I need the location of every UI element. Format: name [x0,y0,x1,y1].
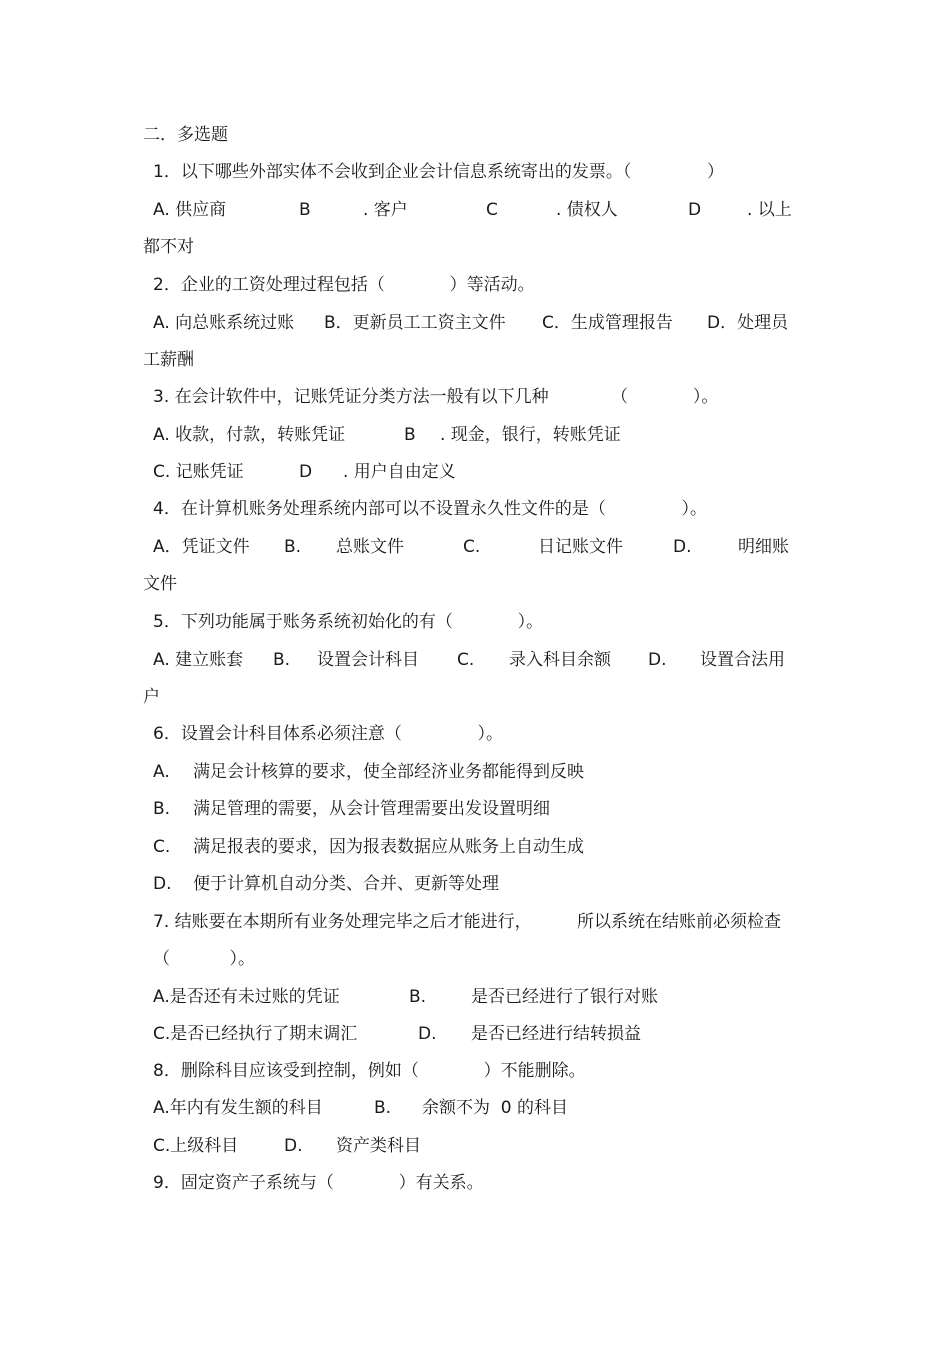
question-6-option-a-text: 满足会计核算的要求，使全部经济业务都能得到反映 [193,762,584,782]
question-5-option-a: A. 建立账套 [153,650,244,670]
question-1-option-c-letter: C [486,200,498,220]
question-1-stem: 1．以下哪些外部实体不会收到企业会计信息系统寄出的发票。（ ） [153,162,724,182]
question-4-option-c-text: 日记账文件 [538,537,623,557]
question-4-wrap: 文件 [143,574,177,594]
question-5-wrap: 户 [143,687,160,707]
question-5-option-b-letter: B. [273,650,291,670]
question-8-option-b-letter: B. [374,1098,392,1118]
question-2-stem: 2．企业的工资处理过程包括（ ）等活动。 [153,275,535,295]
question-6-option-a-letter: A. [153,762,170,782]
question-7-option-d-letter: D. [418,1024,437,1044]
question-5-option-d-text: 设置合法用 [700,650,785,670]
question-6-option-d-text: 便于计算机自动分类、合并、更新等处理 [193,874,499,894]
question-2-wrap: 工薪酬 [143,350,194,370]
question-2-option-c: C．生成管理报告 [542,313,673,333]
question-3-option-a: A. 收款，付款，转账凭证 [153,425,346,445]
question-4-option-c-letter: C. [463,537,481,557]
question-8-option-c: C.上级科目 [153,1136,239,1156]
question-2-option-d: D．处理员 [707,313,789,333]
question-4-option-d-text: 明细账 [738,537,789,557]
question-1-option-d-letter: D [688,200,702,220]
question-1-option-d-text: . 以上 [747,200,792,220]
question-8-stem: 8．删除科目应该受到控制，例如（ ）不能删除。 [153,1061,586,1081]
question-1-option-b-text: . 客户 [363,200,408,220]
question-5-option-d-letter: D. [648,650,667,670]
question-8-option-b-text: 余额不为 0 的科目 [422,1098,569,1118]
question-7-option-a: A.是否还有未过账的凭证 [153,987,340,1007]
question-5-option-b-text: 设置会计科目 [317,650,419,670]
question-7-option-c: C.是否已经执行了期末调汇 [153,1024,358,1044]
question-4-option-b-letter: B. [284,537,302,557]
question-6-option-b-text: 满足管理的需要，从会计管理需要出发设置明细 [193,799,550,819]
question-3-stem-tail: （ ）。 [611,387,719,407]
question-1-option-a: A. 供应商 [153,200,227,220]
question-4-stem: 4．在计算机账务处理系统内部可以不设置永久性文件的是（ ）。 [153,499,707,519]
question-3-option-d-text: . 用户自由定义 [343,462,456,482]
question-7-stem: 7. 结账要在本期所有业务处理完毕之后才能进行， [153,912,532,932]
question-3-option-b-text: . 现金，银行，转账凭证 [440,425,621,445]
question-6-option-b-letter: B. [153,799,171,819]
question-9-stem: 9．固定资产子系统与（ ）有关系。 [153,1173,484,1193]
question-8-option-d-text: 资产类科目 [336,1136,421,1156]
question-2-option-a: A. 向总账系统过账 [153,313,295,333]
question-6-option-c-letter: C. [153,837,171,857]
question-7-option-b-letter: B. [409,987,427,1007]
question-3-option-d-letter: D [299,462,313,482]
question-8-option-d-letter: D. [284,1136,303,1156]
question-5-option-c-text: 录入科目余额 [509,650,611,670]
question-7-option-b-text: 是否已经进行了银行对账 [471,987,658,1007]
question-1-option-c-text: . 债权人 [556,200,618,220]
question-7-stem-tail: 所以系统在结账前必须检查 [577,912,781,932]
question-3-option-b-letter: B [404,425,416,445]
question-7-wrap: （ ）。 [153,949,255,969]
question-5-option-c-letter: C. [457,650,475,670]
question-1-option-b-letter: B [299,200,311,220]
question-5-stem: 5．下列功能属于账务系统初始化的有（ ）。 [153,612,544,632]
question-6-stem: 6．设置会计科目体系必须注意（ ）。 [153,724,503,744]
question-2-option-b: B．更新员工工资主文件 [324,313,506,333]
question-6-option-d-letter: D. [153,874,172,894]
question-3-option-c: C. 记账凭证 [153,462,244,482]
question-8-option-a: A.年内有发生额的科目 [153,1098,323,1118]
question-1-wrap: 都不对 [143,237,194,257]
question-4-option-b-text: 总账文件 [336,537,404,557]
question-4-option-d-letter: D. [673,537,692,557]
question-4-option-a: A．凭证文件 [153,537,250,557]
question-3-stem: 3. 在会计软件中，记账凭证分类方法一般有以下几种 [153,387,549,407]
section-title: 二．多选题 [143,125,228,145]
question-6-option-c-text: 满足报表的要求，因为报表数据应从账务上自动生成 [193,837,584,857]
question-7-option-d-text: 是否已经进行结转损益 [471,1024,641,1044]
